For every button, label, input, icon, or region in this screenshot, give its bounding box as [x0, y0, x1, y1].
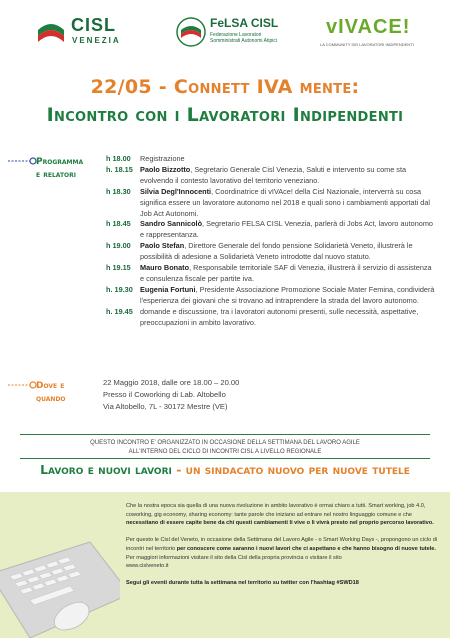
cisl-veneto-link[interactable]: www.cislveneto.it	[126, 563, 169, 570]
logos-header	[0, 12, 450, 60]
cisl-logo-icon	[36, 14, 66, 50]
band-paragraph-2	[126, 536, 444, 571]
slogan	[0, 462, 450, 477]
section-programma-label: Programma e relatori	[36, 157, 84, 180]
program-time: h 18.30	[106, 186, 131, 196]
speaker-name: Silvia Degl'Innocenti	[140, 186, 212, 196]
program-time: h. 18.15	[106, 164, 133, 174]
band-text	[126, 502, 444, 596]
band-p1-text: Che la nostra epoca sia quella di una nuova rivoluzione in ambito lavorativo è ormai chiaro a tutti. Smart working, job 4.0, coworking, gig economy, sharing economy: tante parole che iniziano ad entrare nel nostro linguaggio comune e che	[126, 503, 426, 518]
laptop-keyboard-image	[0, 534, 120, 638]
band-p2-more: Per maggiori informazioni visitare il sito della Cisl della propria provincia o visitare il sito	[126, 554, 342, 561]
note-line-2: ALL'INTERNO DEL CICLO DI INCONTRI CISL A LIVELLO REGIONALE	[128, 448, 322, 455]
speaker-name: Paolo Stefan	[140, 241, 185, 251]
divider-top	[20, 434, 430, 435]
speaker-name: Mauro Bonato	[140, 263, 190, 273]
program-time: h. 19.30	[106, 284, 133, 294]
program-item	[106, 187, 436, 220]
program-item	[106, 263, 436, 285]
event-address: Via Altobello, 7L - 30172 Mestre (VE)	[103, 402, 228, 411]
program-description: , Segretario FELSA CISL Venezia, parlerà di Jobs Act, lavoro autonomo e rappresentanza.	[140, 219, 433, 240]
cisl-city: VENEZIA	[72, 36, 121, 45]
band-paragraph-3	[126, 579, 444, 588]
program-time: h 18.45	[106, 219, 131, 229]
band-paragraph-1	[126, 502, 444, 528]
cisl-name: CISL	[71, 15, 117, 35]
section-dove-label: Dove e quando	[36, 381, 66, 404]
program-description: , Presidente Associazione Promozione Sociale Mater Femina, condividerà l'esperienza dei giovani che si trovano ad intraprendere la strada del lavoro autonomo.	[140, 284, 435, 305]
organization-note	[0, 439, 450, 456]
vivace-subtitle: LA COMMUNITY DEI LAVORATORI INDIPENDENTI	[320, 42, 414, 47]
felsa-name: FeLSA CISL	[210, 16, 279, 30]
program-timeline	[106, 154, 436, 329]
program-time: h 19.15	[106, 263, 131, 273]
program-time: h 19.00	[106, 241, 131, 251]
program-time: h 18.00	[106, 154, 131, 163]
program-description: domande e discussione, tra i lavoratori autonomi presenti, sulle necessità, aspettative, preoccupazioni in ambito lavorativo.	[140, 306, 419, 327]
vivace-logo	[320, 12, 420, 52]
event-subtitle: Incontro con i Lavoratori Indipendenti	[46, 104, 404, 126]
program-item	[106, 165, 436, 187]
speaker-name: Paolo Bizzotto	[140, 164, 191, 174]
event-venue: Presso il Coworking di Lab. Altobello	[103, 390, 226, 399]
felsa-subtitle: Federazione Lavoratori Somministrati Autonomi Atipici	[210, 32, 277, 44]
band-p1-bold: necessitano di essere capite bene da chi questi cambiamenti li vive o li vivrà presto nel proprio percorso lavorativo.	[126, 520, 434, 527]
slogan-orange: - un sindacato nuovo per nuove tutele	[171, 462, 410, 477]
bullet-circle-icon	[8, 157, 38, 165]
event-location-details	[103, 377, 239, 413]
program-description: , Responsabile territoriale SAF di Venezia, illustrerà il servizio di assistenza e consulenza fiscale per partite iva.	[140, 263, 432, 283]
program-item	[106, 154, 436, 165]
info-band	[0, 492, 450, 638]
band-p2-text: Per questo le Cisl del Veneto, in occasione della Settimana del Lavoro Agile - o Smart Working Days -, propongono un ciclo di incontri nel territorio	[126, 537, 438, 552]
cisl-venezia-logo	[36, 12, 128, 52]
program-description: , Segretario Generale Cisl Venezia, Saluti e intervento su come sta evolvendo il contesto lavorativo del territorio veneziano.	[140, 164, 407, 185]
program-description: , Direttore Generale del fondo pensione Solidarietà Veneto, illustrerà le possibilità di adesione a Solidarietà Veneto introdotte dal nuovo statuto.	[140, 241, 413, 262]
event-title: 22/05 - Connett IVA mente:	[90, 76, 360, 98]
bullet-circle-icon	[8, 381, 38, 389]
slogan-green: Lavoro e nuovi lavori	[40, 462, 172, 477]
felsa-cisl-logo	[176, 12, 296, 56]
vivace-name: vIVACE!	[326, 16, 411, 38]
band-hashtag-text: Segui gli eventi durante tutta la settimana nel territorio su twitter con l'hashtag #SWD18	[126, 579, 359, 586]
felsa-logo-icon	[176, 16, 206, 48]
program-item	[106, 241, 436, 263]
program-item	[106, 285, 436, 307]
speaker-name: Sandro Sannicolò	[140, 219, 203, 229]
note-line-1: QUESTO INCONTRO E' ORGANIZZATO IN OCCASIONE DELLA SETTIMANA DEL LAVORO AGILE	[90, 440, 360, 446]
speaker-name: Eugenia Fortuni	[140, 284, 196, 294]
program-description: , Coordinatrice di vIVAce! della Cisl Nazionale, interverrà su cosa significa essere un lavoratore autonomo nel 2018 e quali sono i cambiamenti apportati dal Job Act Autonomi.	[140, 186, 431, 218]
band-p2-bold: per conoscere come saranno i nuovi lavori che ci aspettano e che hanno bisogno di nuove tutele.	[176, 545, 436, 552]
program-item	[106, 219, 436, 241]
program-item	[106, 307, 436, 329]
divider-bottom	[20, 458, 430, 459]
program-time: h. 19.45	[106, 306, 133, 316]
event-date: 22 Maggio 2018, dalle ore 18.00 – 20.00	[103, 378, 240, 387]
program-description: Registrazione	[140, 154, 185, 163]
